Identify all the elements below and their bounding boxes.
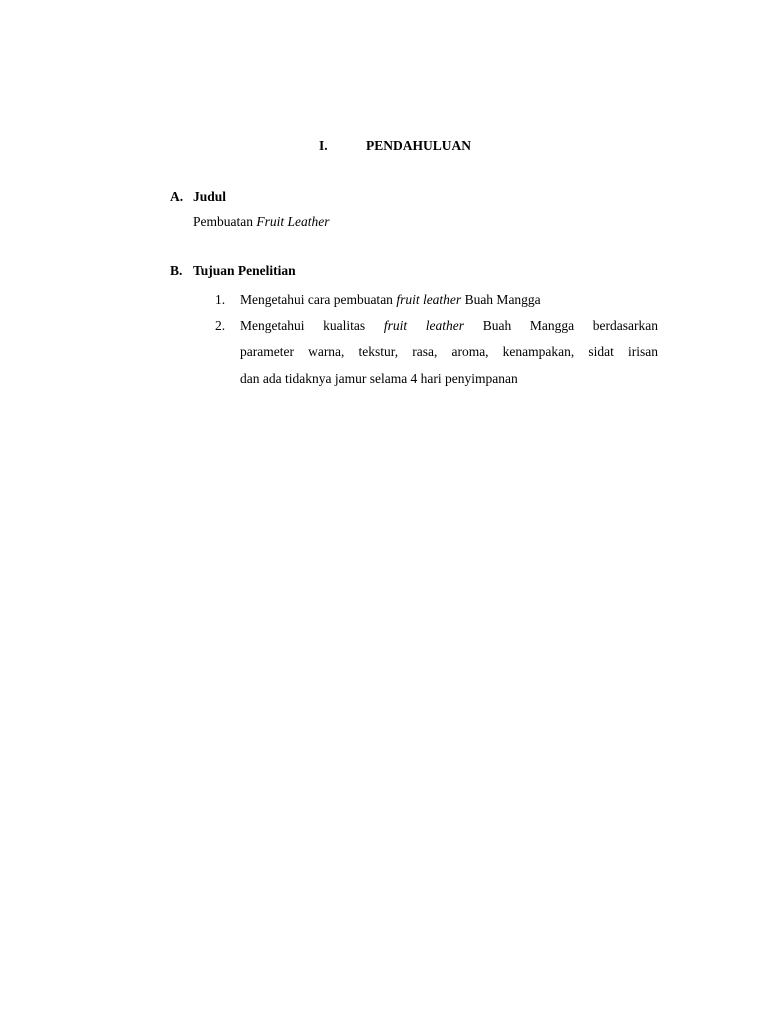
list-item-line-1 bbox=[240, 313, 658, 340]
list-item-number: 2. bbox=[215, 317, 226, 333]
list-item-line-3: dan ada tidaknya jamur selama 4 hari penyimpanan bbox=[240, 370, 518, 386]
list-item-line-1-before: Mengetahui kualitas bbox=[240, 317, 384, 333]
list-item-line-2: parameter warna, tekstur, rasa, aroma, kenampakan, sidat irisan bbox=[240, 344, 658, 359]
list-item-text-italic: fruit leather bbox=[396, 292, 462, 307]
section-a-letter: A. bbox=[170, 189, 184, 204]
section-a-body-italic: Fruit Leather bbox=[256, 214, 330, 229]
list-item-line-1-italic: fruit leather bbox=[383, 317, 465, 333]
section-a-heading bbox=[170, 189, 226, 205]
section-a-body-prefix: Pembuatan bbox=[193, 214, 257, 229]
list-item bbox=[215, 313, 658, 393]
section-a-title: Judul bbox=[193, 189, 227, 204]
section-b-heading bbox=[170, 263, 296, 279]
list-item-line-1-after: Buah Mangga berdasarkan bbox=[464, 317, 658, 333]
list-item-text-after: Buah Mangga bbox=[461, 292, 541, 307]
objectives-list bbox=[215, 287, 658, 392]
section-a-body bbox=[193, 214, 330, 230]
chapter-number: I. bbox=[319, 138, 328, 153]
section-b-letter: B. bbox=[170, 263, 183, 278]
list-item-text-before: Mengetahui cara pembuatan bbox=[240, 292, 397, 307]
list-item-text bbox=[240, 287, 658, 314]
list-item bbox=[215, 287, 658, 314]
list-item-number: 1. bbox=[215, 292, 226, 307]
section-b-title: Tujuan Penelitian bbox=[193, 263, 296, 278]
chapter-title: PENDAHULUAN bbox=[366, 138, 472, 153]
